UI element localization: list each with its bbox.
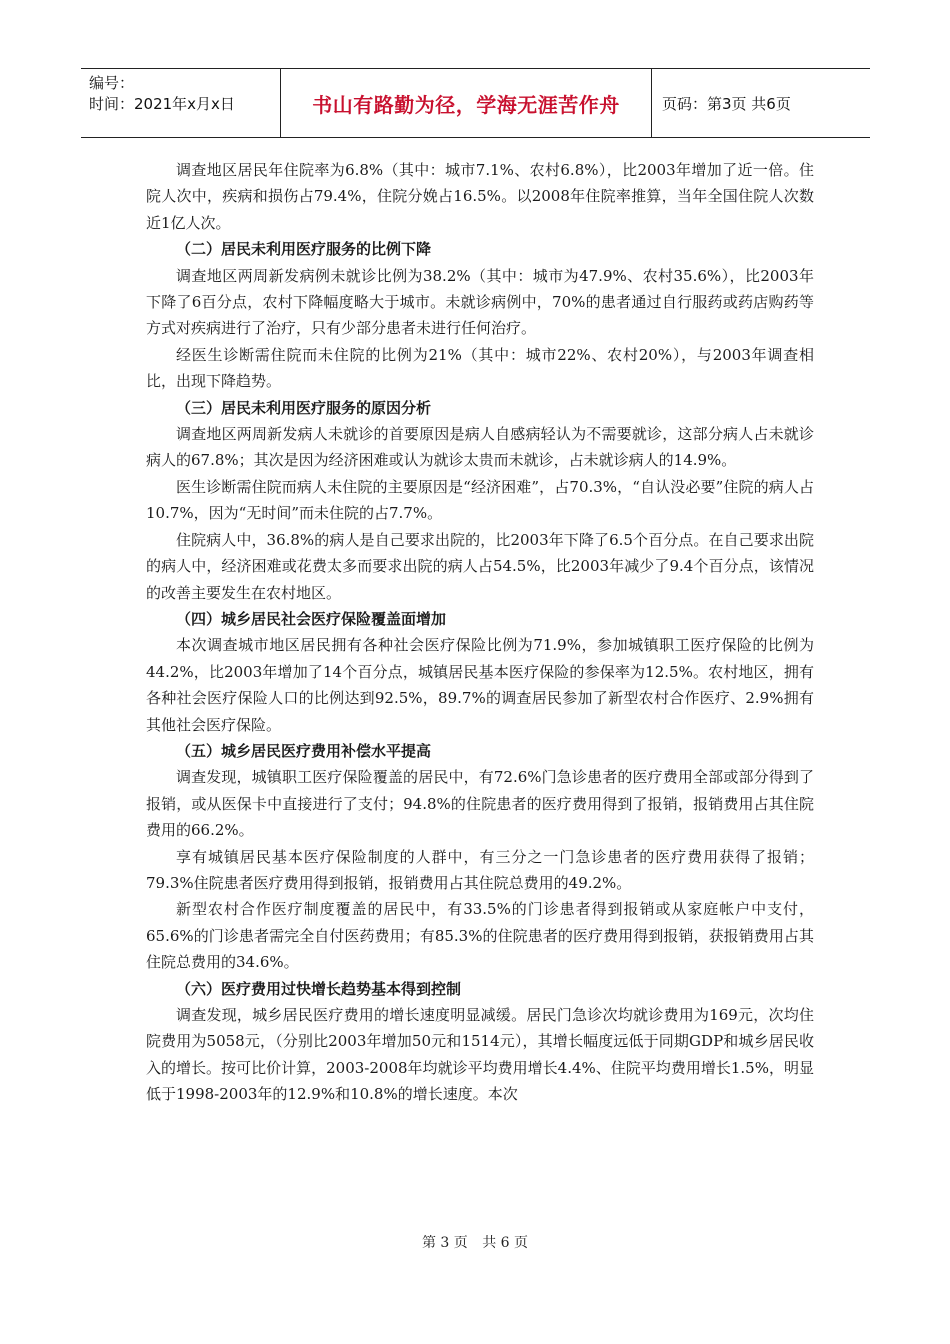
section-heading: （六）医疗费用过快增长趋势基本得到控制	[176, 979, 462, 998]
paragraph: 本次调查城市地区居民拥有各种社会医疗保险比例为71.9%，参加城镇职工医疗保险的比例为44.2%，比2003年增加了14个百分点，城镇居民基本医疗保险的参保率为12.5%。农村地区，拥有各种社会医疗保险人口的比例达到92.5%，89.7%的调查居民参加了新型农村合作医疗、2.9%拥有其他社会医疗保险。	[146, 636, 814, 734]
document-body	[146, 157, 814, 1108]
section-heading: （四）城乡居民社会医疗保险覆盖面增加	[176, 609, 447, 628]
page-footer	[0, 1232, 950, 1252]
paragraph: 经医生诊断需住院而未住院的比例为21%（其中：城市22%、农村20%），与2003年调查相比，出现下降趋势。	[146, 345, 814, 391]
paragraph: 调查地区两周新发病人未就诊的首要原因是病人自感病轻认为不需要就诊，这部分病人占未就诊病人的67.8%；其次是因为经济困难或认为就诊太贵而未就诊，占未就诊病人的14.9%。	[146, 425, 814, 470]
header-motto: 书山有路勤为径，学海无涯苦作舟	[312, 92, 620, 117]
footer-page-total: 共 6 页	[482, 1235, 529, 1251]
header-page-info-cell	[652, 69, 870, 137]
paragraph: 新型农村合作医疗制度覆盖的居民中，有33.5%的门诊患者得到报销或从家庭帐户中支付，65.6%的门诊患者需完全自付医药费用；有85.3%的住院患者的医疗费用得到报销，获报销费用占其住院总费用的34.6%。	[146, 900, 814, 972]
section-heading: （二）居民未利用医疗服务的比例下降	[176, 240, 432, 259]
paragraph: 享有城镇居民基本医疗保险制度的人群中，有三分之一门急诊患者的医疗费用获得了报销；79.3%住院患者医疗费用得到报销，报销费用占其住院总费用的49.2%。	[146, 847, 814, 892]
code-label: 编号：	[89, 74, 135, 92]
paragraph: 调查地区两周新发病例未就诊比例为38.2%（其中：城市为47.9%、农村35.6%），比2003年下降了6百分点，农村下降幅度略大于城市。未就诊病例中，70%的患者通过自行服药或药店购药等方式对疾病进行了治疗，只有少部分患者未进行任何治疗。	[146, 266, 814, 338]
paragraph: 住院病人中，36.8%的病人是自己要求出院的，比2003年下降了6.5个百分点。在自己要求出院的病人中，经济困难或花费太多而要求出院的病人占54.5%，比2003年减少了9.4个百分点，该情况的改善主要发生在农村地区。	[146, 530, 814, 602]
time-label: 时间：2021年x月x日	[89, 95, 235, 113]
footer-page-current: 第 3 页	[421, 1235, 468, 1251]
header-meta	[81, 69, 281, 137]
paragraph: 医生诊断需住院而病人未住院的主要原因是“经济困难”，占70.3%，“自认没必要”住院的病人占10.7%，因为“无时间”而未住院的占7.7%。	[146, 477, 814, 523]
header-page-info: 页码：第3页 共6页	[662, 94, 791, 113]
page-header	[81, 68, 870, 138]
section-heading: （五）城乡居民医疗费用补偿水平提高	[176, 741, 432, 760]
paragraph: 调查发现，城乡居民医疗费用的增长速度明显减缓。居民门急诊次均就诊费用为169元，次均住院费用为5058元，（分别比2003年增加50元和1514元），其增长幅度远低于同期GDP和城乡居民收入的增长。按可比价计算，2003-2008年均就诊平均费用增长4.4%、住院平均费用增长1.5%，明显低于1998-2003年的12.9%和10.8%的增长速度。本次	[146, 1006, 814, 1104]
section-heading: （三）居民未利用医疗服务的原因分析	[176, 398, 432, 417]
paragraph: 调查地区居民年住院率为6.8%（其中：城市7.1%、农村6.8%），比2003年增加了近一倍。住院人次中，疾病和损伤占79.4%，住院分娩占16.5%。以2008年住院率推算，当年全国住院人次数近1亿人次。	[146, 161, 814, 232]
header-motto-cell	[281, 69, 652, 137]
paragraph: 调查发现，城镇职工医疗保险覆盖的居民中，有72.6%门急诊患者的医疗费用全部或部分得到了报销，或从医保卡中直接进行了支付；94.8%的住院患者的医疗费用得到了报销，报销费用占其住院费用的66.2%。	[146, 768, 814, 840]
